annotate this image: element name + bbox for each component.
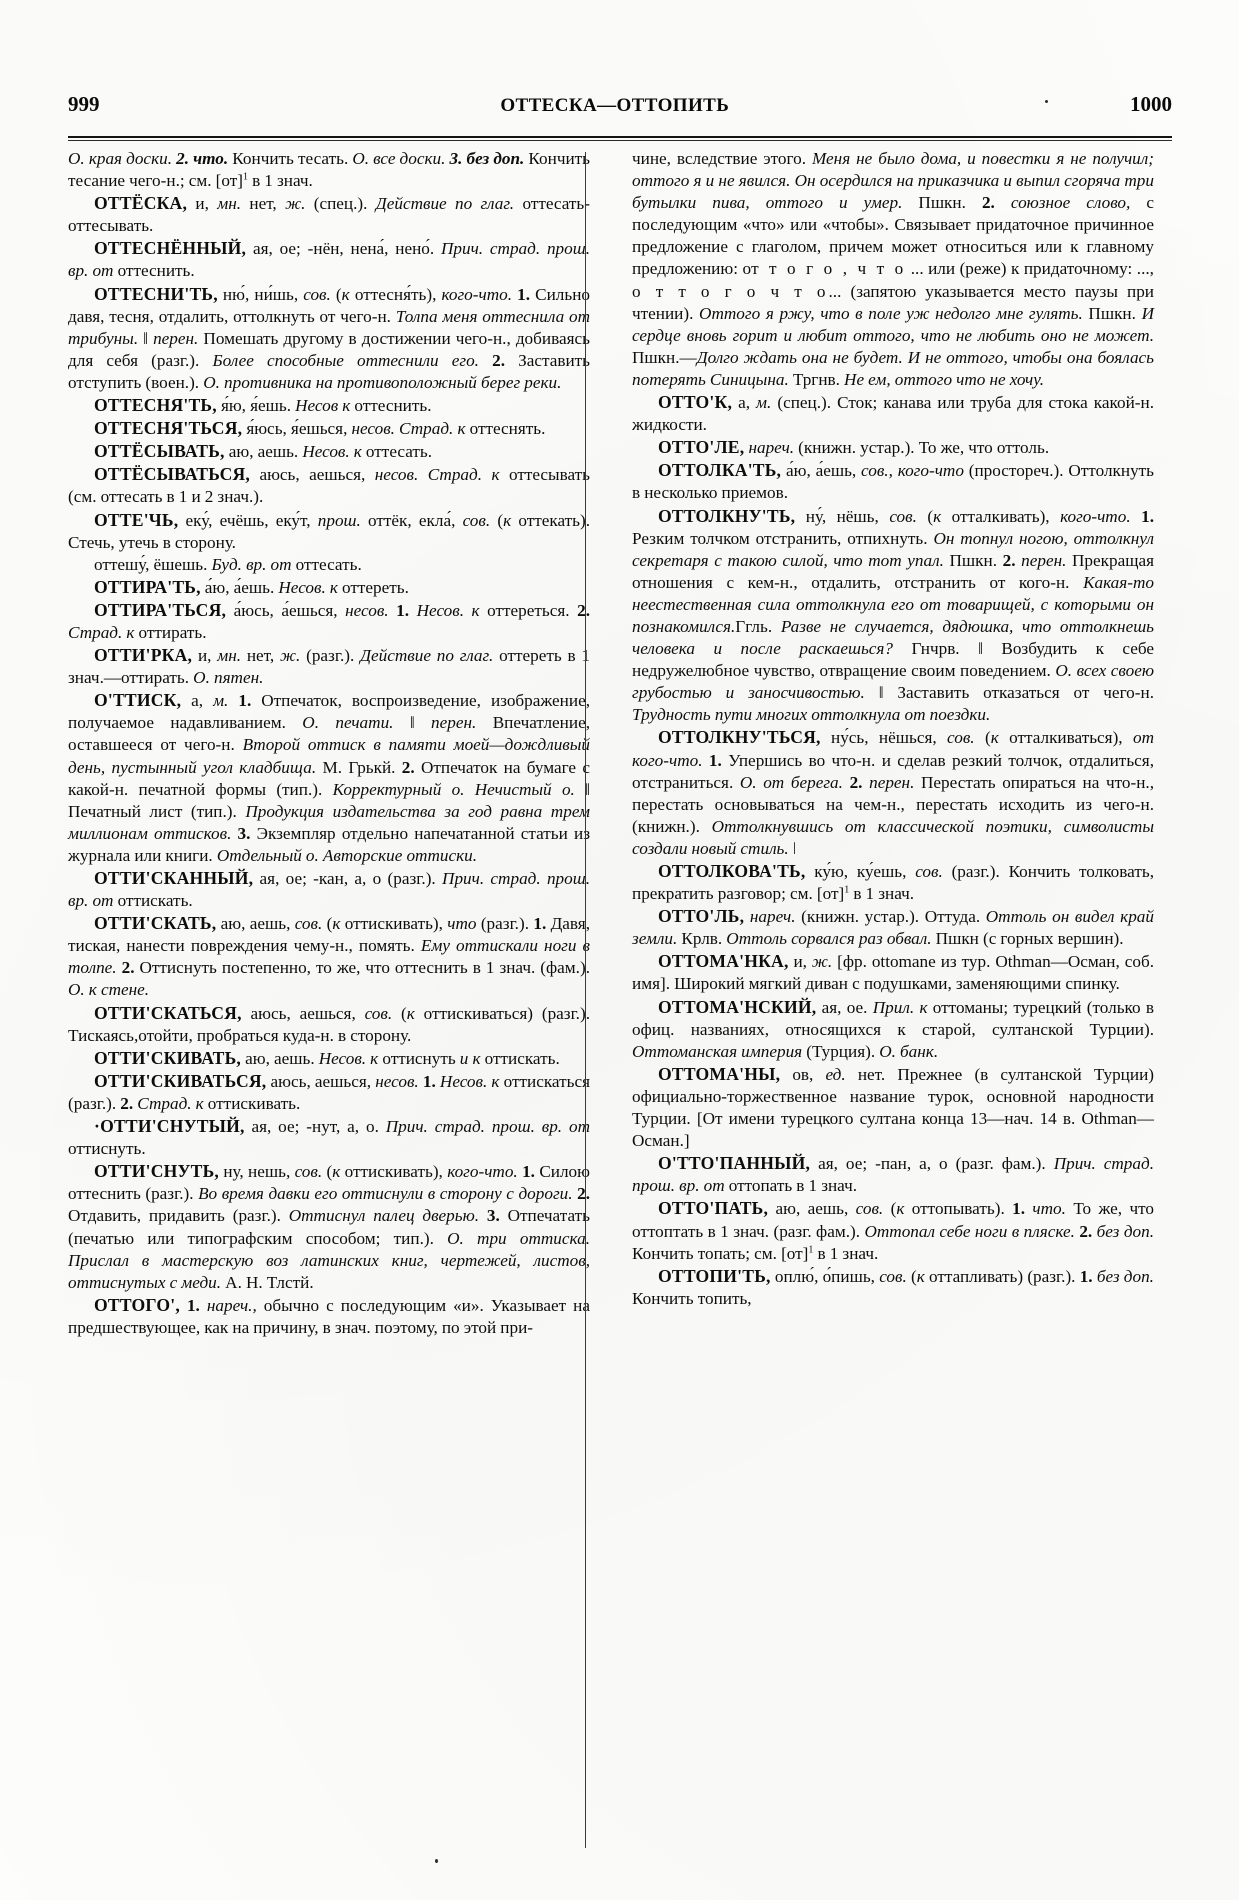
entry-ottolkovat: ОТТОЛКОВА'ТЬ, ку́ю, ку́ешь, сов. (разг.). Кончить толковать, прекратить разговор; см. [от]$^1$ в 1 знач. [632,861,1154,904]
entry-ottogo: ОТТОГО', 1. нареч., обычно с последующим «и». Указывает на предшествующее, как на причину, в знач. поэтому, по этой при- [68,1294,590,1337]
entry-ottiskannyy: ОТТИ'СКАННЫЙ, ая, ое; -кан, а, о (разг.). Прич. страд. прош. вр. от оттискать. [68,868,591,911]
entry-ottopat: ОТТО'ПАТЬ, аю, аешь, сов. (к оттопывать). 1. что. То же, что оттоптать в 1 знач. (разг. фам.). Оттопал себе ноги в пляске. 2. без доп. Кончить топать; см. [от]$^1$ в 1 знач. [632,1198,1155,1263]
entry-ottol: ОТТО'ЛЬ, нареч. (книжн. устар.). Оттуда. Оттоль он видел край земли. Крлв. Оттоль сорвался раз обвал. Пшкн (с горных вершин). [632,906,1154,949]
entry-ottogo-cont: чине, вследствие этого. Меня не было дома, и повестки я не получил; оттого я и не явился. Он осердился на приказчика и выпил сгоряча три бутылки пива, оттого и умер. Пшкн. 2. союзное слово, с последующим «что» или «чтобы». Связывает придаточное причинное предложение с глаголом, причем может относиться или к главному предложению: от т о г о , ч т о ... или (реже) к придаточному: ..., о т т о г о ч т о... (запятою указывается место паузы при чтении). Оттого я ржу, что в поле уж недолго мне гулять. Пшкн. И сердце вновь горит и любит оттого, что не любить оно не может. Пшкн.—Долго ждать она не будет. И не оттого, чтобы она боялась потерять Синицына. Тргнв. Не ем, оттого что не хочу. [632,149,1154,389]
entry-ottirka: ОТТИ'РКА, и, мн. нет, ж. (разг.). Действие по глаг. оттереть в 1 знач.—оттирать. О. пятен. [68,645,590,688]
entry-ottech: ОТТЕ'ЧЬ, еку́, ечёшь, еку́т, прош. оттёк, екла́, сов. (к оттекать). Стечь, утечь в сторону. [68,509,590,552]
header-rule [68,136,1172,141]
entry-ottolkat: ОТТОЛКА'ТЬ, а́ю, а́ешь, сов., кого-что (простореч.). Оттолкнуть в несколько приемов. [632,460,1155,503]
entry-ottechu: оттешу́, ёшешь. Буд. вр. от оттесать. [94,554,362,574]
entry-ottopit: ОТТОПИ'ТЬ, оплю́, о́пишь, сов. (к оттапливать) (разг.). 1. без доп. Кончить топить, [632,1265,1154,1308]
entry-ottyosyvatsya: ОТТЁСЫВАТЬСЯ, аюсь, аешься, несов. Страд. к оттесывать (см. оттесать в 1 и 2 знач.). [68,464,590,507]
entry-ottisnutyy: ·ОТТИ'СНУТЫЙ, ая, ое; -нут, а, о. Прич. страд. прош. вр. от оттиснуть. [68,1116,590,1159]
entry-ottiskivatsya: ОТТИ'СКИВАТЬСЯ, аюсь, аешься, несов. 1. Несов. к оттискаться (разг.). 2. Страд. к оттискивать. [68,1070,590,1113]
scan-speck [435,1859,438,1863]
entry-ottok: ОТТО'К, а, м. (спец.). Сток; канава или труба для стока какой-н. жидкости. [632,392,1154,435]
column-divider [585,152,586,1848]
entry-ottiskivat: ОТТИ'СКИВАТЬ, аю, аешь. Несов. к оттиснуть и к оттискать. [94,1047,560,1068]
entry-ottomanskiy: ОТТОМА'НСКИЙ, ая, ое. Прил. к оттоманы; турецкий (только в офиц. названиях, относящихся к старой, султанской Турции). Оттоманская империя (Турция). О. банк. [632,996,1155,1061]
entry-ottesat-tail: О. края доски. 2. что. Кончить тесать. О. все доски. 3. без доп. Кончить тесание чего-н.; см. [от]$^1$ в 1 знач. [68,149,591,191]
entry-ottesnyonnyy: ОТТЕСНЁННЫЙ, ая, ое; -нён, нена́, нено́. Прич. страд. прош. вр. от оттеснить. [68,238,590,281]
entry-ottolknut: ОТТОЛКНУ'ТЬ, ну́, нёшь, сов. (к отталкивать), кого-что. 1. Резким толчком отстранить, отпихнуть. Он топнул ногою, оттолкнул секретаря с такою силой, что тот упал. Пшкн. 2. перен. Прекращая отношения с кем-н., отдалить, отстранить от кого-н. Какая-то неестественная сила оттолкнула его от товарищей, с которыми он познакомился.Ггль. Разве не случается, дядюшка, что оттолкнешь человека и после раскаешься? Гнчрв. ǁ Возбудить к себе недружелюбное чувство, отвращение своим поведением. О. всех своею грубостью и заносчивостью. ǁ Заставить отказаться от чего-н. Трудность пути многих оттолкнула от поездки. [632,505,1155,725]
column-left [68,148,602,1854]
entry-ottesnit: ОТТЕСНИ'ТЬ, ню́, ни́шь, сов. (к оттесня́ть), кого-что. 1. Сильно давя, тесня, отдалить, оттолкнуть от чего-н. Толпа меня оттеснила от трибуны. ǁ перен. Помешать другому в достижении чего-н., добиваясь для себя (разг.). Более способные оттеснили его. 2. Заставить отступить (воен.). О. противника на противоположный берег реки. [68,283,590,392]
entry-ottole: ОТТО'ЛЕ, нареч. (книжн. устар.). То же, что оттоль. [658,437,1050,458]
entry-ottisnut: ОТТИ'СНУТЬ, ну, нешь, сов. (к оттискивать), кого-что. 1. Силою оттеснить (разг.). Во время давки его оттиснули в сторону с дороги. 2. Отдавить, придавить (разг.). Оттиснул палец дверью. 3. Отпечатать (печатью или типографским способом; тип.). О. три оттиска. Прислал в мастерскую воз латинских книг, чертежей, листов, оттиснутых с меди. А. Н. Тлстй. [68,1161,590,1292]
folio-right: 1000 [1130,92,1172,116]
entry-ottesnyat: ОТТЕСНЯ'ТЬ, я́ю, я́ешь. Несов к оттеснить. [94,395,432,416]
running-head [68,92,1172,128]
entry-ottopannyy: О'ТТО'ПАННЫЙ, ая, ое; -пан, а, о (разг. фам.). Прич. страд. прош. вр. от оттопать в 1 знач. [632,1153,1154,1196]
entry-ottiskat: ОТТИ'СКАТЬ, аю, аешь, сов. (к оттискивать), что (разг.). 1. Давя, тиская, нанести повреждения чему-н., помять. Ему оттискали ноги в толпе. 2. Оттиснуть постепенно, то же, что оттеснить в 1 знач. (фам.). О. к стене. [68,913,591,1000]
entry-ottisk: О'ТТИСК, а, м. 1. Отпечаток, воспроизведение, изображение, получаемое надавливанием. О. печати. ǁ перен. Впечатление, оставшееся от чего-н. Второй оттиск в памяти моей—дождливый день, пустынный угол кладбища. М. Грькй. 2. Отпечаток на бумаге с какой-н. печатной формы (тип.). Корректурный о. Нечистый о. ǁ Печатный лист (тип.). Продукция издательства за год равна трем миллионам оттисков. 3. Экземпляр отдельно напечатанной статьи из журнала или книги. Отдельный о. Авторские оттиски. [68,690,591,865]
entry-ottirat: ОТТИРА'ТЬ, а́ю, а́ешь. Несов. к оттереть. [94,576,409,597]
entry-ottolknutsya: ОТТОЛКНУ'ТЬСЯ, ну́сь, нёшься, сов. (к отталкиваться), от кого-что. 1. Упершись во что-н. и сделав резкий толчок, отдалиться, отстраниться. О. от берега. 2. перен. Перестать опираться на что-н., перестать основываться на чем-н., перестать исходить из чего-н. (книжн.). Оттолкнувшись от классической поэтики, символисты создали новый стиль. ǀ [632,727,1154,858]
scan-speck [1045,100,1048,103]
entry-ottiratsya: ОТТИРА'ТЬСЯ, а́юсь, а́ешься, несов. 1. Несов. к оттереться. 2. Страд. к оттирать. [68,599,591,642]
text-columns [68,148,1172,1854]
entry-otteska: ОТТЁСКА, и, мн. нет, ж. (спец.). Действие по глаг. оттесать-оттесывать. [68,193,590,236]
entry-ottesnyatsya: ОТТЕСНЯ'ТЬСЯ, я́юсь, я́ешься, несов. Страд. к оттеснять. [94,418,546,439]
running-head-title: ОТТЕСКА—ОТТОПИТЬ [500,95,730,116]
column-right [602,148,1154,1854]
entry-ottiskatsya: ОТТИ'СКАТЬСЯ, аюсь, аешься, сов. (к оттискиваться) (разг.). Тискаясь,отойти, пробраться куда-н. в сторону. [68,1002,591,1045]
entry-ottomanka: ОТТОМА'НКА, и, ж. [фр. ottomane из тур. Othman—Осман, соб. имя]. Широкий мягкий диван с подушками, заменяющими спинку. [632,951,1154,994]
entry-ottomany: ОТТОМА'НЫ, ов, ед. нет. Прежнее (в султанской Турции) официально-торжественное название турок, основной народности Турции. [От имени турецкого султана конца 13—нач. 14 в. Othman—Осман.] [632,1063,1154,1151]
entry-ottyosyvat: ОТТЁСЫВАТЬ, аю, аешь. Несов. к оттесать. [94,441,433,462]
folio-left: 999 [68,92,100,116]
